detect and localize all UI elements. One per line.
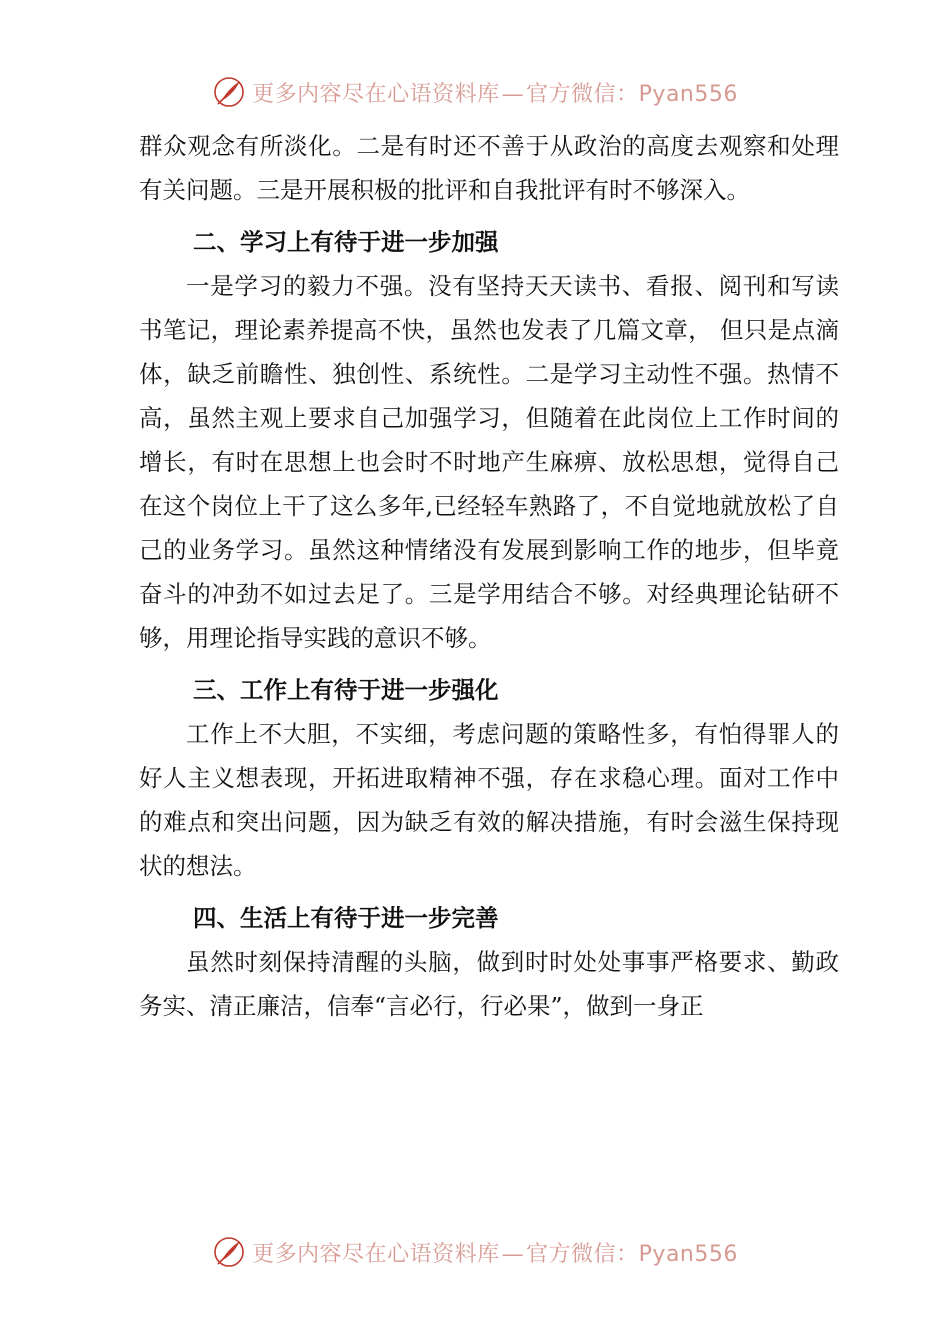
section-heading-3: 三、工作上有待于进一步强化: [193, 676, 499, 704]
section-heading-2: 二、学习上有待于进一步加强: [193, 228, 499, 256]
feather-pen-icon: [212, 75, 246, 109]
paragraph-1: 群众观念有所淡化。二是有时还不善于从政治的高度去观察和处理有关问题。三是开展积极的批评和自我批评有时不够深入。: [139, 132, 839, 204]
feather-pen-icon: [212, 1235, 246, 1269]
paragraph-3: 工作上不大胆，不实细，考虑问题的策略性多，有怕得罪人的好人主义想表现，开拓进取精神不强，存在求稳心理。面对工作中的难点和突出问题，因为缺乏有效的解决措施，有时会滋生保持现状的想法。: [139, 720, 839, 880]
paragraph-4: 虽然时刻保持清醒的头脑，做到时时处处事事严格要求、勤政务实、清正廉洁，信奉“言必行，行必果”，做到一身正: [139, 948, 839, 1020]
banner-text: 更多内容尽在心语资料库—官方微信：Pyan556: [252, 81, 738, 107]
paragraph-2: 一是学习的毅力不强。没有坚持天天读书、看报、阅刊和写读书笔记，理论素养提高不快，虽然也发表了几篇文章， 但只是点滴体，缺乏前瞻性、独创性、系统性。二是学习主动性不强。热情不高，虽然主观上要求自己加强学习，但随着在此岗位上工作时间的增长，有时在思想上也会时不时地产生麻痹、放松思想，觉得自己在这个岗位上干了这么多年,已经轻车熟路了，不自觉地就放松了自己的业务学习。虽然这种情绪没有发展到影响工作的地步，但毕竟奋斗的冲劲不如过去足了。三是学用结合不够。对经典理论钻研不够，用理论指导实践的意识不够。: [139, 272, 839, 652]
document-body: [139, 124, 839, 1028]
footer-banner: [0, 1232, 950, 1272]
section-heading-4: 四、生活上有待于进一步完善: [193, 904, 499, 932]
wechat-id: Pyan556: [638, 81, 738, 107]
header-banner: [0, 72, 950, 112]
banner-text: 更多内容尽在心语资料库—官方微信：Pyan556: [252, 1241, 738, 1267]
wechat-id: Pyan556: [638, 1241, 738, 1267]
